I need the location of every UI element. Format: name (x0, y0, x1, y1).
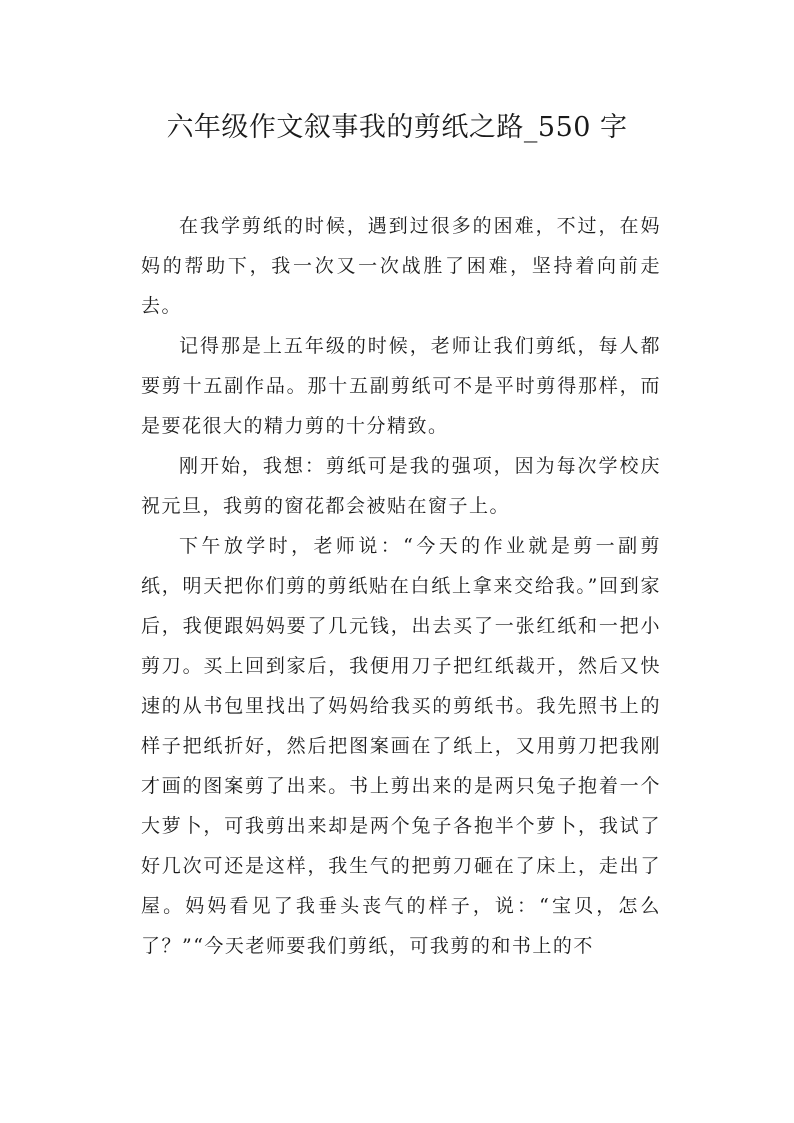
paragraph-4: 下午放学时，老师说：“今天的作业就是剪一副剪纸，明天把你们剪的剪纸贴在白纸上拿来交给我。”回到家后，我便跟妈妈要了几元钱，出去买了一张红纸和一把小剪刀。买上回到家后，我便用刀子把红纸裁开，然后又快速的从书包里找出了妈妈给我买的剪纸书。我先照书上的样子把纸折好，然后把图案画在了纸上，又用剪刀把我刚才画的图案剪了出来。书上剪出来的是两只兔子抱着一个大萝卜，可我剪出来却是两个兔子各抱半个萝卜，我试了好几次可还是这样，我生气的把剪刀砸在了床上，走出了屋。妈妈看见了我垂头丧气的样子，说：“宝贝，怎么了？”“今天老师要我们剪纸，可我剪的和书上的不 (141, 535, 661, 957)
paragraph-3: 刚开始，我想：剪纸可是我的强项，因为每次学校庆祝元旦，我剪的窗花都会被贴在窗子上。 (141, 455, 661, 517)
paragraph-1: 在我学剪纸的时候，遇到过很多的困难，不过，在妈妈的帮助下，我一次又一次战胜了困难，坚持着向前走去。 (141, 215, 661, 317)
paragraph-2: 记得那是上五年级的时候，老师让我们剪纸，每人都要剪十五副作品。那十五副剪纸可不是平时剪得那样，而是要花很大的精力剪的十分精致。 (141, 335, 661, 437)
document-body (141, 206, 661, 966)
document-title: 六年级作文叙事我的剪纸之路_550 字 (166, 112, 628, 143)
